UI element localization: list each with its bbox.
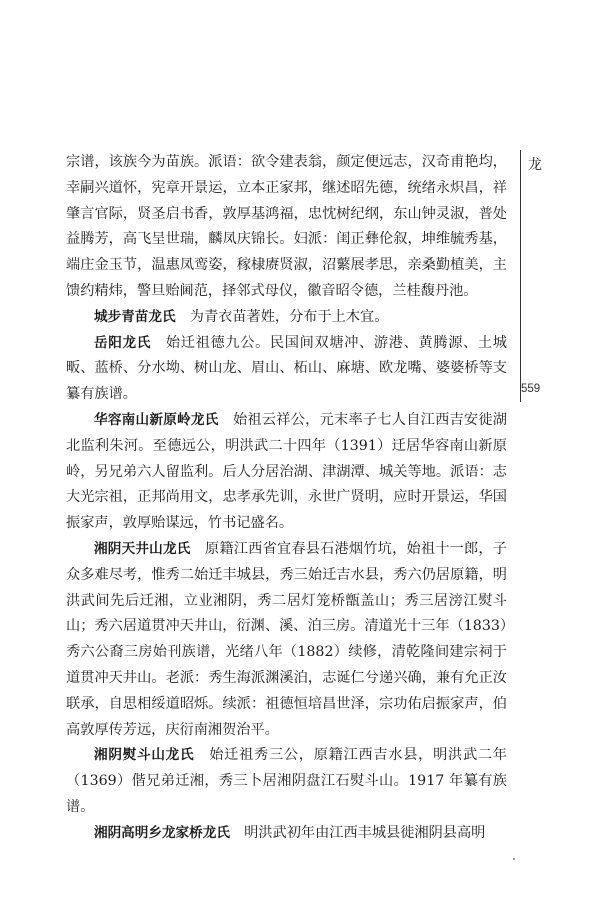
paragraph-text: 始迁祖秀三公，原籍江西吉水县，明洪武二年（1369）偕兄弟迁湘，秀三卜居湘阴盘江石熨斗山。1917 年纂有族谱。 xyxy=(66,747,507,815)
paragraph-continued xyxy=(66,150,507,305)
entry-paragraph xyxy=(66,331,507,408)
paragraph-text: 始迁祖德九公。民国间双塘冲、游港、黄腾源、土城畈、蓝桥、分水坳、树山龙、眉山、柘山、麻塘、欧龙嘴、婆婆桥等支纂有族谱。 xyxy=(66,334,507,403)
print-speck xyxy=(513,858,515,860)
clan-name: 城步青苗龙氏 xyxy=(94,308,176,325)
clan-name: 湘阴天井山龙氏 xyxy=(94,540,191,557)
clan-name: 湘阴熨斗山龙氏 xyxy=(94,747,195,764)
paragraph-text: 始祖云祥公，元末率子七人自江西吉安徙湖北监利朱河。至德远公，明洪武二十四年（1391）迁居华容南山新原岭，另兄弟六人留监利。后人分居治湖、津湖潭、城关等地。派语：志大光宗祖，正邦尚用文，忠孝承先训，永世广贤明，应时开景运，华国振家声，敦厚贻谋远，竹书记盛名。 xyxy=(66,411,507,532)
paragraph-text: 宗谱，该族今为苗族。派语：欲令建表翁，颜定便远志，汉奇甫艳均，幸嗣兴道怀，宪章开景运，立本正家邦，继述昭先德，统绪永炽昌，祥肇言官际，贤圣启书香，敦厚基鸿福，忠忱树纪纲，东山钟灵淑，普处益腾芳，高飞呈世瑞，麟凤庆锦长。妇派：闺正彝伦叙，坤维毓秀基，端庄金玉节，温惠凤鸾姿，稼棣赓贤淑，沼蘩展孝思，亲桑勤植美，主馈约精炜，警旦贻阃范，择邻式母仪，徽音昭令德，兰桂馥丹池。 xyxy=(66,154,507,299)
entry-paragraph xyxy=(66,821,507,847)
paragraph-text: 原籍江西省宜春县石港烟竹坑，始祖十一郎，子众多难尽考，惟秀二始迁丰城县，秀三始迁吉水县，秀六仍居原籍，明洪武间先后迁湘，立业湘阴，秀二居灯笼桥甑盖山；秀三居滂江熨斗山；秀六居道贯冲天井山，衍渊、溪、泊三房。清道光十三年（1833）秀六公裔三房始刊族谱，光绪八年（1882）续修，清乾隆间建宗祠于道贯冲天井山。老派：秀生海派渊溪泊，志诞仁兮递兴确，兼有允正汝联承，自思相绥道昭烁。续派：祖德恒培昌世泽，宗功佑启振家声，伯高敦厚传芳远，庆衍南湘贺治平。 xyxy=(66,540,507,738)
entry-paragraph xyxy=(66,408,507,537)
entry-paragraph xyxy=(66,537,507,743)
clan-name: 岳阳龙氏 xyxy=(94,334,152,351)
paragraph-text: 明洪武初年由江西丰城县徙湘阴县高明 xyxy=(244,824,486,841)
side-surname-label: 龙 xyxy=(528,157,542,173)
entry-paragraph xyxy=(66,305,507,331)
page-body xyxy=(66,150,507,847)
clan-name: 湘阴高明乡龙家桥龙氏 xyxy=(94,824,230,841)
page-number: 559 xyxy=(521,383,541,395)
entry-paragraph xyxy=(66,743,507,820)
clan-name: 华容南山新原岭龙氏 xyxy=(94,411,219,428)
paragraph-text: 为青衣苗著姓，分布于上木宜。 xyxy=(189,308,389,325)
side-margin-rule xyxy=(520,150,521,402)
